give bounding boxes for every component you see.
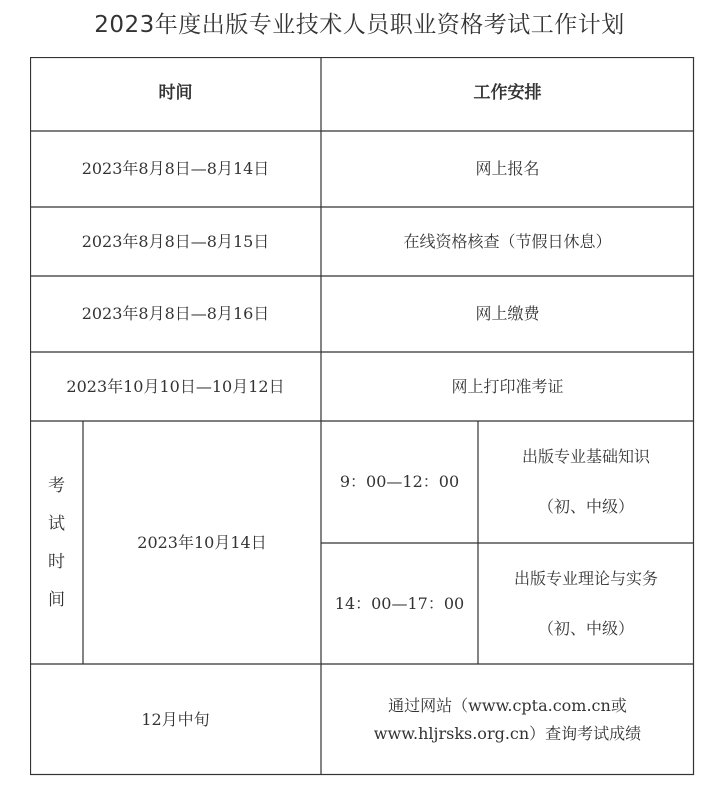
row-1-time: 2023年8月8日—8月14日 [81, 159, 270, 179]
row-2-time: 2023年8月8日—8月15日 [81, 231, 270, 251]
session-1-subject-name: 出版专业基础知识 [521, 447, 650, 467]
exam-label-char: 间 [48, 589, 65, 610]
session-1-time: 9：00—12：00 [339, 472, 460, 492]
session-2-subject [478, 543, 694, 664]
exam-time-label [30, 421, 83, 664]
header-arrangement: 工作安排 [473, 83, 542, 104]
row-3-time: 2023年8月8日—8月16日 [81, 304, 270, 324]
result-task [321, 664, 694, 775]
session-1-subject [478, 421, 694, 543]
exam-date: 2023年10月14日 [137, 532, 267, 552]
result-task-line2: www.hljrsks.org.cn）查询考试成绩 [373, 723, 642, 743]
exam-label-char: 时 [48, 551, 65, 572]
row-4-task: 网上打印准考证 [451, 376, 564, 396]
session-2-level: （初、中级） [537, 618, 634, 638]
row-2-task: 在线资格核查（节假日休息） [403, 231, 612, 251]
row-1-task: 网上报名 [475, 159, 540, 179]
exam-label-char: 考 [48, 475, 65, 496]
row-3-task: 网上缴费 [475, 304, 540, 324]
result-task-line1: 通过网站（www.cpta.com.cn或 [388, 695, 627, 715]
session-2-subject-name: 出版专业理论与实务 [513, 568, 658, 588]
header-time: 时间 [158, 83, 193, 104]
session-2-time: 14：00—17：00 [334, 593, 465, 613]
session-1-level: （初、中级） [537, 497, 634, 516]
page-title: 2023年度出版专业技术人员职业资格考试工作计划 [94, 12, 625, 38]
result-time: 12月中旬 [141, 709, 210, 729]
row-4-time: 2023年10月10日—10月12日 [66, 376, 285, 396]
exam-label-char: 试 [48, 513, 65, 534]
